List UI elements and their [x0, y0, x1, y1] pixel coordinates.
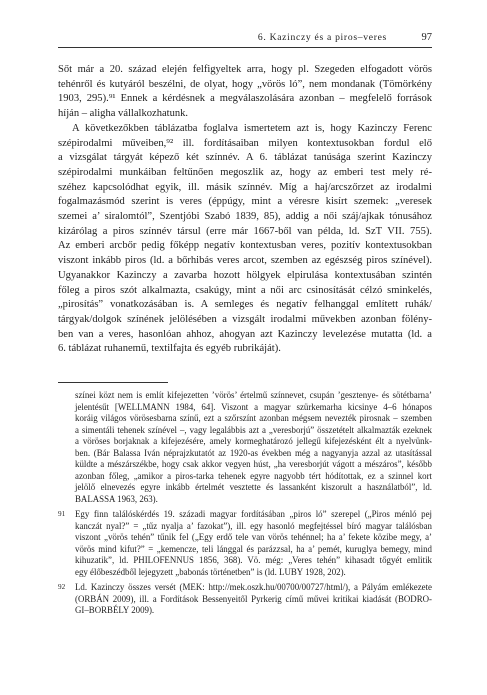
footnote-number: 92: [58, 583, 66, 591]
page-number: 97: [421, 32, 432, 43]
footnote-line: viszont „vörös tehén” tűnik fel („Egy erdő tele van vörös tehénnel; ha a’ fekete közibe megy, a’: [75, 532, 432, 542]
footnote-line: kihuzatik”, ld. PHILOFENNUS 1856, 368). Vö. még: „Veres tehén” kihasadt tőgyét emlitik: [75, 555, 432, 565]
body-line: Sőt már a 20. század elején felfigyeltek arra, hogy pl. Szegeden elfogadott vörös: [58, 64, 432, 75]
footnote-line: a vöröses borjaknak a kifejezésére, amely kormeghatározó jellegű kifejezésként élt a nyelvünk-: [75, 436, 432, 446]
footnote-line: kanczát nyal?” = „tűz nyalja a’ fazokat”), ill. egy hasonló megfejtéssel bíró magyar találósban: [75, 520, 432, 531]
footnote: [58, 390, 432, 505]
footnote-line: azonban főleg, „amikor a piros-tarka tehenek egyre nagyobb tért hódítottak, ez a szinnel kort: [75, 470, 432, 481]
footnote-line: vörös mind kifut?” = „kemencze, teli lánggal és parázzsal, ha a’ pemét, kuruglya bemegy, mind: [75, 543, 432, 554]
footnotes: [58, 390, 432, 621]
footnote: [58, 582, 432, 617]
body-line: ben van a veres, hasonlóan ahhoz, ahogyan azt Kazinczy levelezése mutatta (ld. a: [58, 328, 432, 340]
body-line: szépirodalmi műveiben,⁹² ill. fordításaiban milyen kontextusokban fordul elő: [58, 137, 432, 149]
footnote-number: 91: [58, 510, 66, 518]
body-line: 1903, 295).⁹¹ Ennek a kérdésnek a megválaszolására azonban – megfelelő források: [58, 93, 432, 105]
footnote-line: GI–BORBÉLY 2009).: [75, 605, 155, 615]
body-line: tehénről és kutyáról beszélni, de olyat, hogy „vörös ló”, nem mondanak (Tömörkény: [58, 78, 432, 90]
body-line: „pirosítás” vonatkozásában is. A semleges és negatív felhanggal említett ruhák/: [58, 299, 432, 311]
body-text: [58, 63, 432, 357]
body-line: Ugyanakkor Kazinczy a zavarba hozott hölgyek elpirulása kontextusában szintén: [58, 269, 432, 281]
running-head: 6. Kazinczy és a piros–veres: [257, 32, 387, 43]
footnote-line: a simentáli tehenek színével –, vagy legalábbis azt a „veresborjú” összetételt alkalmazták ezeknek: [75, 424, 432, 435]
body-line: viszont inkább piros (ld. a bőrhibás veres arcot, szemben az egészség piros színével).: [58, 255, 432, 267]
footnote-line: koráig világos vörösesbarna színű, ezt a szőrszínt azonban mégsem nevezték pirosnak – szemben: [75, 413, 432, 423]
body-line: Az emberi arcbőr pedig főképp negatív kontextusban veres, pozitív kontextusokban: [58, 240, 432, 252]
footnote: [58, 509, 432, 578]
footnote-line: BALASSA 1963, 263).: [75, 493, 158, 504]
footnote-line: jelölő elnevezés egyre inkább értelmét vesztette és lassanként kiszorult a használatból”, ld.: [75, 482, 432, 492]
footnote-line: színei közt nem is említ kifejezetten ’vörös’ értelmű színnevet, csupán ’gesztenye- és sötétbarna’: [75, 390, 432, 400]
body-line: híján – aligha vállalkozhatunk.: [58, 108, 189, 120]
body-line: a vizsgálat tárgyát képező két színnév. A 6. táblázat tanúsága szerint Kazinczy: [58, 152, 432, 164]
body-line: tárgyak/dolgok színének jelölésében a vizsgált irodalmi művekben azonban fölény-: [58, 313, 432, 325]
footnote-line: küldte a mészárszékbe, hogy csak akkor vegyen húst, „ha veresborjút vágott a mészáros”, később: [75, 459, 432, 469]
body-line: főleg a piros szót alkalmazta, csakúgy, mint a női arc csinosítását célzó sminkelés,: [58, 284, 432, 296]
body-line: szemei a’ siralomtól”, Szentjóbi Szabó 1839, 85), addig a női száj/ajkak tónusához: [58, 211, 432, 223]
body-line: szépirodalmi munkáiban feltűnően megoszlik az, hogy az emberi test mely ré-: [58, 166, 432, 178]
footnote-line: Ld. Kazinczy összes versét (MEK: http://mek.oszk.hu/00700/00727/html/), a Pályám emlékezete: [75, 582, 432, 592]
body-line: széhez kapcsolódhat egyik, ill. másik színnév. Míg a haj/arcszőrzet az irodalmi: [58, 181, 432, 193]
body-line: 6. táblázat ruhanemű, textilfajta és egyéb rubrikáját).: [58, 343, 281, 355]
footnote-line: jelentésűt [WELLMANN 1984, 64]. Viszont a magyar szürkemarha kicsinye 4–6 hónapos: [75, 401, 432, 412]
body-line: kizárólag a piros színnév társul (erre már 1667-ből van példa, ld. SzT VII. 755).: [58, 225, 432, 237]
footnote-line: egy élőbeszédből lejegyzett „babonás történetben” is (ld. LUBY 1928, 202).: [75, 566, 346, 577]
body-line: fogalmazásmód szerint is veres (éppúgy, mint a véresre kisírt szemek: „veresek: [58, 196, 432, 208]
page-header: [0, 32, 487, 48]
footnote-line: Egy finn találóskérdés 19. századi magyar fordításában „piros ló” szerepel („Piros ménló pej: [75, 509, 432, 519]
footnote-line: (ORBÁN 2009), ill. a Fordítások Bessenyeitől Pyrkerig című művei kritikai kiadását (BODRO-: [75, 593, 432, 604]
body-line: A következőkben táblázatba foglalva ismertetem azt is, hogy Kazinczy Ferenc: [72, 122, 432, 134]
footnote-line: ben. (Bár Balassa Iván néprajzkutatót az 1920-as években még a nagyanyja azzal az utasítással: [75, 447, 432, 458]
footnote-separator: [58, 382, 168, 383]
header-rule: [58, 47, 432, 48]
